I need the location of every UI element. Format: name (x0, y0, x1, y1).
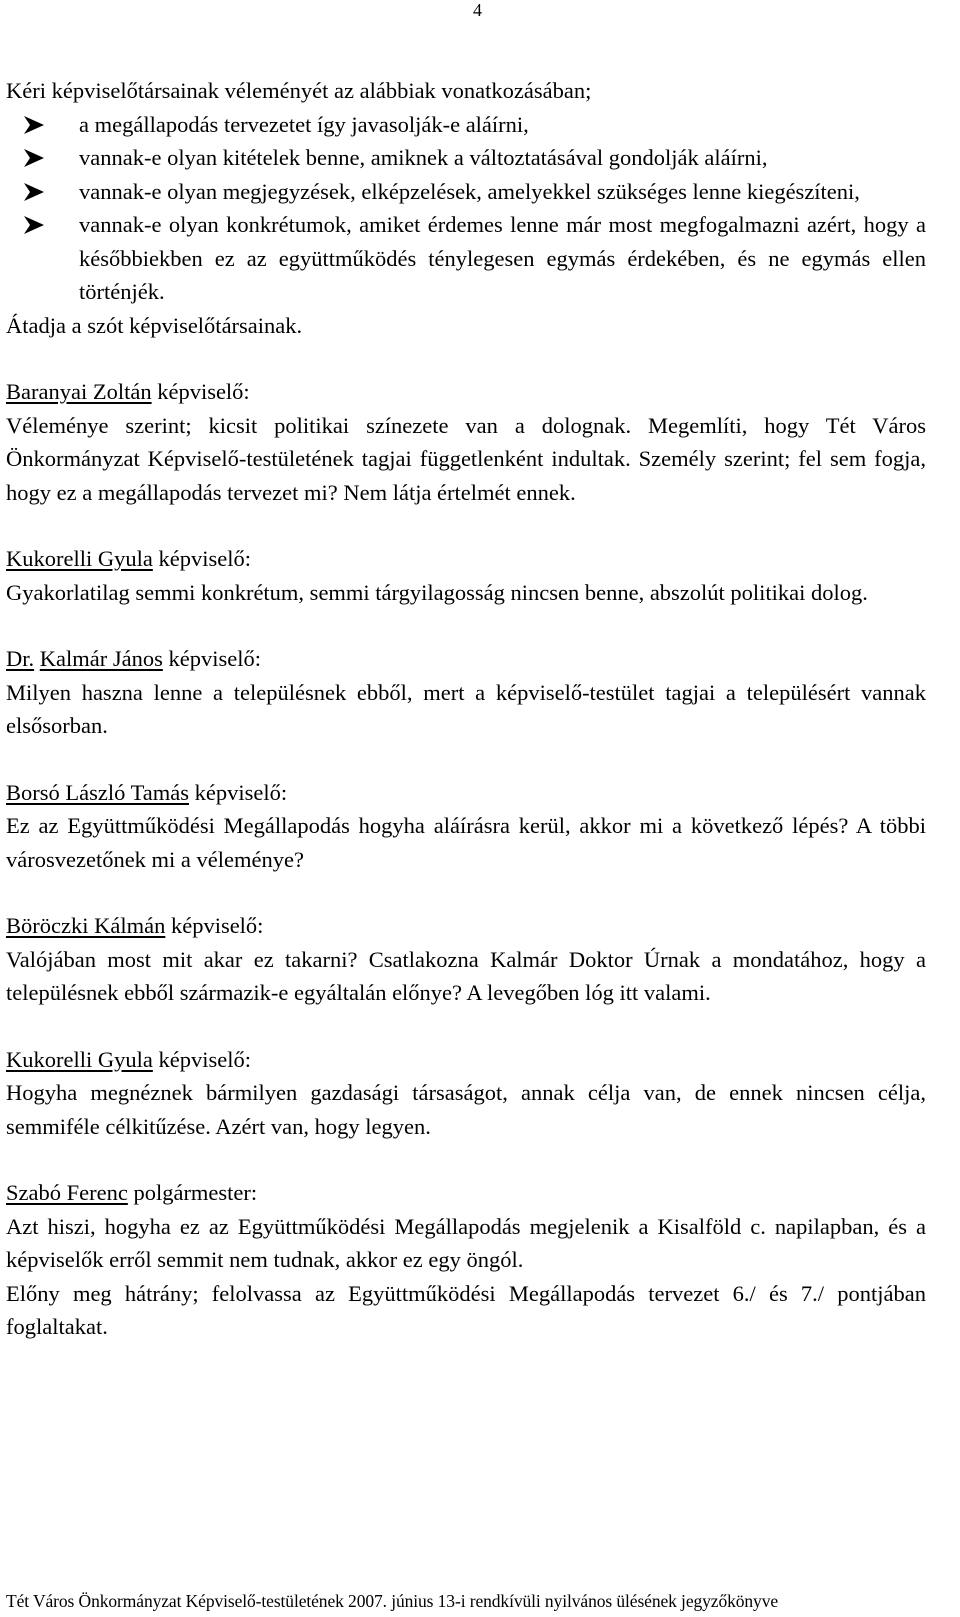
list-item (6, 175, 926, 209)
speaker-heading (6, 642, 926, 676)
bullet-text: a megállapodás tervezetet így javasolják-e aláírni, (79, 111, 529, 137)
page-footer: Tét Város Önkormányzat Képviselő-testületének 2007. június 13-i rendkívüli nyilvános ülésének jegyzőkönyve (6, 1591, 779, 1611)
speaker-role: képviselő: (152, 1046, 251, 1072)
speech-text: Véleménye szerint; kicsit politikai színezete van a dolognak. Megemlíti, hogy Tét Város Önkormányzat Képviselő-testületének tagjai függetlenként indultak. Személy szerint; fel sem fogja, hogy ez a megállapodás tervezet mi? Nem látja értelmét ennek. (6, 412, 926, 505)
intro-paragraph: Kéri képviselőtársainak véleményét az alábbiak vonatkozásában; (6, 78, 592, 103)
speaker-heading (6, 1176, 926, 1210)
list-item (6, 141, 926, 175)
page-number: 4 (473, 0, 482, 20)
speaker-role: képviselő: (188, 779, 288, 805)
speaker-heading (6, 909, 926, 943)
speech-text: Gyakorlatilag semmi konkrétum, semmi tárgyilagosság nincsen benne, abszolút politikai dolog. (6, 579, 868, 605)
arrow-bullet-icon (23, 148, 45, 168)
arrow-bullet-icon (23, 115, 45, 135)
bullet-text: vannak-e olyan konkrétumok, amiket érdemes lenne már most megfogalmazni azért, hogy a későbbiekben ez az együttműködés ténylegesen egymás érdekében, és ne egymás ellen történjék. (79, 212, 926, 304)
speaker-heading (6, 1043, 926, 1077)
speaker-name: Kukorelli Gyula (6, 1046, 153, 1072)
arrow-bullet-icon (23, 182, 45, 202)
speaker-name: Kalmár János (39, 646, 163, 671)
speaker-role: képviselő: (151, 379, 250, 404)
document-body (6, 74, 926, 1344)
handover-paragraph: Átadja a szót képviselőtársainak. (6, 312, 303, 338)
speech-text-continued: Előny meg hátrány; felolvassa az Együttműködési Megállapodás tervezet 6./ és 7./ pontjában foglaltakat. (6, 1280, 926, 1339)
speech-text: Valójában most mit akar ez takarni? Csatlakozna Kalmár Doktor Úrnak a mondatához, hogy a településnek ebből származik-e egyáltalán előnye? A levegőben lóg itt valami. (6, 946, 926, 1005)
list-item (6, 208, 926, 309)
speaker-name: Kukorelli Gyula (6, 546, 153, 571)
speech-text: Hogyha megnéznek bármilyen gazdasági társaságot, annak célja van, de ennek nincsen célja, semmiféle célkitűzése. Azért van, hogy legyen. (6, 1080, 926, 1139)
speech-text: Milyen haszna lenne a településnek ebből, mert a képviselő-testület tagjai a településért vannak elsősorban. (6, 679, 926, 738)
speaker-role: polgármester: (127, 1180, 258, 1205)
bullet-list (6, 108, 926, 309)
speaker-role: képviselő: (165, 913, 264, 938)
speaker-name: Borsó László Tamás (6, 779, 189, 805)
speaker-name: Szabó Ferenc (6, 1180, 128, 1205)
speech-text: Azt hiszi, hogyha ez az Együttműködési Megállapodás megjelenik a Kisalföld c. napilapban, és a képviselők erről semmit nem tudnak, akkor ez egy öngól. (6, 1213, 926, 1272)
speaker-heading (6, 542, 926, 576)
speaker-name: Böröczki Kálmán (6, 913, 166, 938)
list-item (6, 108, 926, 142)
bullet-text: vannak-e olyan megjegyzések, elképzelések, amelyekkel szükséges lenne kiegészíteni, (79, 178, 860, 204)
speaker-role: képviselő: (152, 546, 251, 571)
speaker-heading (6, 776, 926, 810)
bullet-text: vannak-e olyan kitételek benne, amiknek a változtatásával gondolják aláírni, (79, 145, 768, 170)
speaker-name: Baranyai Zoltán (6, 379, 152, 404)
speaker-heading (6, 375, 926, 409)
speech-text: Ez az Együttműködési Megállapodás hogyha aláírásra kerül, akkor mi a következő lépés? A többi városvezetőnek mi a véleménye? (6, 813, 926, 872)
arrow-bullet-icon (23, 215, 45, 235)
speaker-role: képviselő: (162, 646, 261, 671)
speaker-title: Dr. (6, 646, 35, 671)
